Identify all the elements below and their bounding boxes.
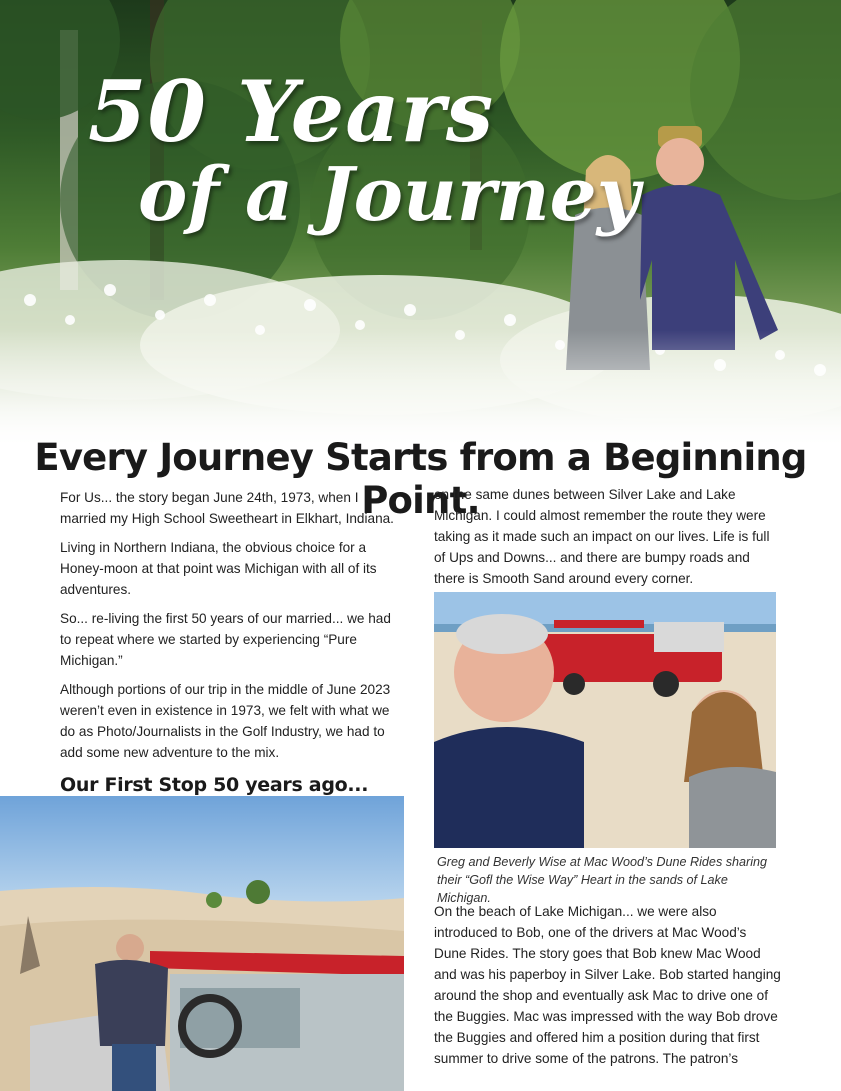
photo-caption: Greg and Beverly Wise at Mac Wood’s Dune Rides sharing their “Gofl the Wise Way” Heart in the sands of Lake Michigan. [437, 855, 768, 905]
hero-image [0, 0, 841, 450]
right-column-bottom [434, 901, 782, 1077]
dune-buggy-ride-image [0, 796, 404, 1091]
section-subheading: Our First Stop 50 years ago... [60, 774, 369, 796]
paragraph: On the beach of Lake Michigan... we were also introduced to Bob, one of the drivers at Mac Wood’s Dune Rides. The story goes that Bob knew Mac Wood and was his paperboy in Silver Lake. Bob started hanging around the shop and eventually ask Mac to drive one of the Buggies. Mac was impressed with the way Bob drove the Buggies and offered him a position during that first summer to drive some of the patrons. The patron’s [434, 904, 781, 1066]
dunes-photo [0, 796, 404, 1091]
right-column-top [434, 484, 782, 597]
selfie-photo [434, 592, 776, 848]
hero-title [88, 62, 640, 238]
paragraph: on the same dunes between Silver Lake and Lake Michigan. I could almost remember the route they were taking as it made such an impact on our lives. Life is full of Ups and Downs... and there are bumpy roads and there is Smooth Sand around every corner. [434, 487, 770, 586]
paragraph: Although portions of our trip in the middle of June 2023 weren’t even in existence in 1973, we felt with what we do as Photo/Journalists in the Golf Industry, we had to add some new adventure to the mix. [60, 682, 391, 760]
paragraph: Living in Northern Indiana, the obvious choice for a Honey-moon at that point was Michigan with all of its adventures. [60, 540, 377, 597]
paragraph: For Us... the story began June 24th, 1973, when I married my High School Sweetheart in Elkhart, Indiana. [60, 490, 394, 526]
page-headline: Every Journey Starts from a Beginning Point. [34, 436, 807, 522]
paragraph: So... re-living the first 50 years of our married... we had to repeat where we started by experiencing “Pure Michigan.” [60, 611, 391, 668]
hero-title-line2: of a Journey [138, 152, 640, 238]
hero-title-line1: 50 Years [88, 62, 495, 161]
beach-buggy-selfie-image [434, 592, 776, 848]
